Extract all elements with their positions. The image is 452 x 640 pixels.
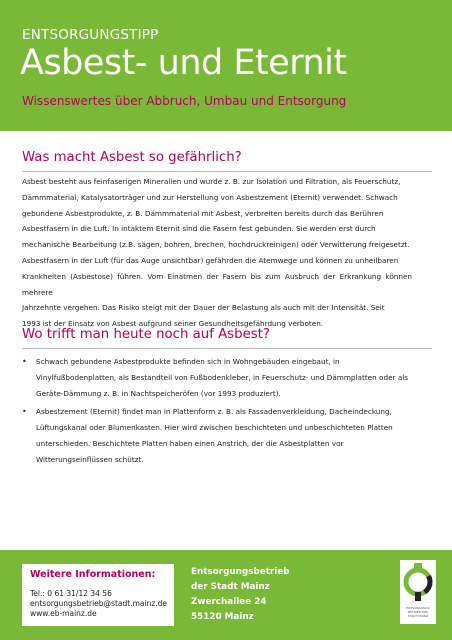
contact-email-link[interactable]: entsorgungsbetrieb@stadt.mainz.de bbox=[30, 599, 168, 608]
section-heading-occurrence: Wo trifft man heute noch auf Asbest? bbox=[22, 327, 270, 342]
address-line: 55120 Mainz bbox=[191, 612, 254, 622]
text-line: Asbestfasern in die Luft. In intaktem Eternit sind die Fasern fest gebunden. Sie werden erst durch bbox=[22, 224, 376, 234]
text-line: Lüftungskanal oder Blumenkasten. Hier wird zwischen beschichteten und unbeschichteten Platten bbox=[36, 423, 393, 433]
text-line: Dämmmaterial, Katalysatorträger und zur Herstellung von Asbestzement (Eternit) verwendet. Schwach bbox=[22, 192, 398, 202]
bullet-icon: • bbox=[22, 357, 27, 366]
text-line: Witterungseinflüssen schützt. bbox=[36, 454, 144, 464]
header-banner bbox=[0, 0, 452, 131]
contact-info-title: Weitere Informationen: bbox=[30, 569, 156, 580]
recycling-logo-icon bbox=[400, 560, 436, 604]
contact-info-box bbox=[22, 564, 174, 626]
list-item bbox=[22, 354, 414, 401]
contact-phone: Tel.: 0 61 31/12 34 56 bbox=[30, 589, 112, 598]
text-line: Asbestfasern in der Luft (für das Auge unsichtbar) gefährden die Atemwege und können zu unheilbaren bbox=[22, 255, 399, 265]
address-line: Zwerchallee 24 bbox=[191, 597, 267, 607]
address-line: Entsorgungsbetrieb bbox=[191, 567, 290, 577]
address-line: der Stadt Mainz bbox=[191, 582, 270, 592]
entsorgungsbetrieb-logo bbox=[400, 560, 436, 624]
text-line: Schwach gebundene Asbestprodukte befinden sich in Wohngebäuden eingebaut, in bbox=[36, 357, 340, 366]
page-title: Asbest- und Eternit bbox=[20, 43, 347, 83]
text-line: unterschieden. Beschichtete Platten haben einen Anstrich, der die Asbestplatten vor bbox=[36, 438, 344, 448]
text-line: Vinylfußbodenplatten, als Bestandteil von Fußbodenkleber, in Feuerschutz- und Dämmplatten oder als bbox=[36, 372, 409, 382]
logo-text: ENTSORGUNGS bbox=[406, 606, 430, 610]
section-heading-dangers: Was macht Asbest so gefährlich? bbox=[22, 150, 242, 165]
text-line: Asbest besteht aus feinfaserigen Mineralien und wurde z. B. zur Isolation und Filtration, als Feuerschutz, bbox=[22, 177, 401, 186]
logo-text: STADT MAINZ bbox=[407, 614, 429, 618]
text-line: Asbestzement (Eternit) findet man in Plattenform z. B. als Fassadenverkleidung, Dacheindeckung, bbox=[36, 407, 392, 417]
contact-website-link[interactable]: www.eb-mainz.de bbox=[30, 609, 97, 618]
occurrence-list bbox=[22, 354, 414, 471]
section-body-dangers bbox=[22, 174, 412, 332]
list-item bbox=[22, 404, 414, 467]
page-subtitle: Wissenswertes über Abbruch, Umbau und Entsorgung bbox=[22, 94, 347, 108]
kicker-label: ENTSORGUNGSTIPP bbox=[22, 27, 159, 43]
section-divider bbox=[22, 171, 432, 172]
text-line: 1993 ist der Einsatz von Asbest aufgrund seiner Gesundheitsgefährdung verboten. bbox=[22, 319, 324, 329]
text-line: gebundene Asbestprodukte, z. B. Dämmmaterial mit Asbest, verbreiten bereits durch das Berühren bbox=[22, 208, 384, 218]
bullet-icon: • bbox=[22, 407, 27, 417]
logo-text: BETRIEB DER bbox=[408, 610, 428, 614]
text-line: Krankheiten (Asbestose) führen. Vom Einatmen der Fasern bis zum Ausbruch der Erkrankung können mehrere bbox=[22, 271, 412, 297]
section-divider bbox=[22, 348, 432, 349]
text-line: mechanische Bearbeitung (z.B. sägen, bohren, brechen, hochdruckreinigen) oder Verwitterung freigesetzt. bbox=[22, 240, 410, 250]
text-line: Geräte-Dämmung z. B. in Nachtspeicheröfen (vor 1993 produziert). bbox=[36, 388, 281, 398]
text-line: Jahrzehnte vergehen. Das Risiko steigt mit der Dauer der Belastung als auch mit der Intensität. Seit bbox=[22, 303, 385, 313]
